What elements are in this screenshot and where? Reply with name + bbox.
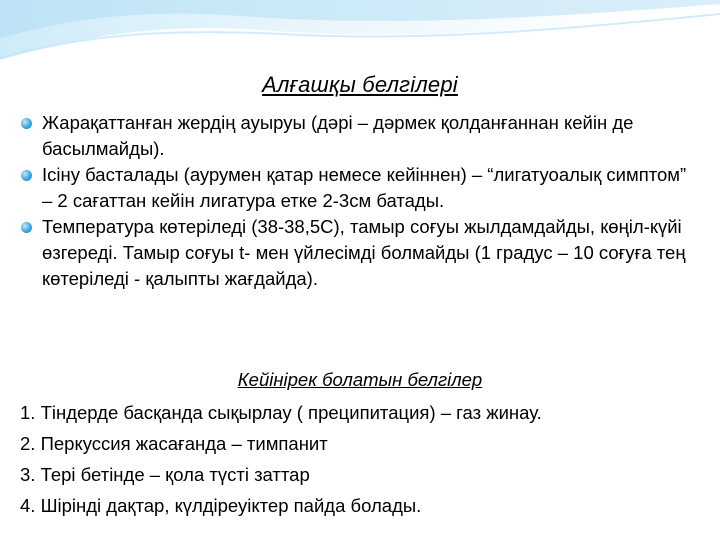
bullet-list: [20, 110, 700, 292]
numbered-item: 1. Тіндерде басқанда сықырлау ( преципитация) – газ жинау.: [20, 402, 542, 423]
bullet-text: Ісіну басталады (аурумен қатар немесе кейіннен) – “лигатуоалық симптом” – 2 сағаттан кейін лигатура етке 2-3см батады.: [42, 164, 687, 211]
slide-title: Алғашқы белгілері: [262, 72, 458, 97]
section-subheading: Кейінірек болатын белгілер: [237, 369, 483, 390]
bullet-item: [20, 110, 700, 162]
numbered-item: 4. Шірінді дақтар, күлдіреуіктер пайда болады.: [20, 495, 422, 516]
bullet-text: Жарақаттанған жердің ауыруы (дәрі – дәрмек қолданғаннан кейін де басылмайды).: [42, 112, 634, 159]
header-wave-decoration: [0, 0, 720, 80]
bullet-icon: [21, 118, 32, 129]
numbered-item: 2. Перкуссия жасағанда – тимпанит: [20, 433, 328, 454]
bullet-item: [20, 214, 700, 292]
bullet-item: [20, 162, 700, 214]
numbered-item: 3. Тері бетінде – қола түсті заттар: [20, 464, 310, 485]
bullet-text: Температура көтеріледі (38-38,5С), тамыр соғуы жылдамдайды, көңіл-күйі өзгереді. Тамыр соғуы t- мен үйлесімді болмайды (1 градус – 10 соғуға тең көтеріледі - қалыпты жағдайда).: [42, 216, 686, 289]
bullet-icon: [21, 222, 32, 233]
numbered-list: [20, 397, 710, 521]
bullet-icon: [21, 170, 32, 181]
